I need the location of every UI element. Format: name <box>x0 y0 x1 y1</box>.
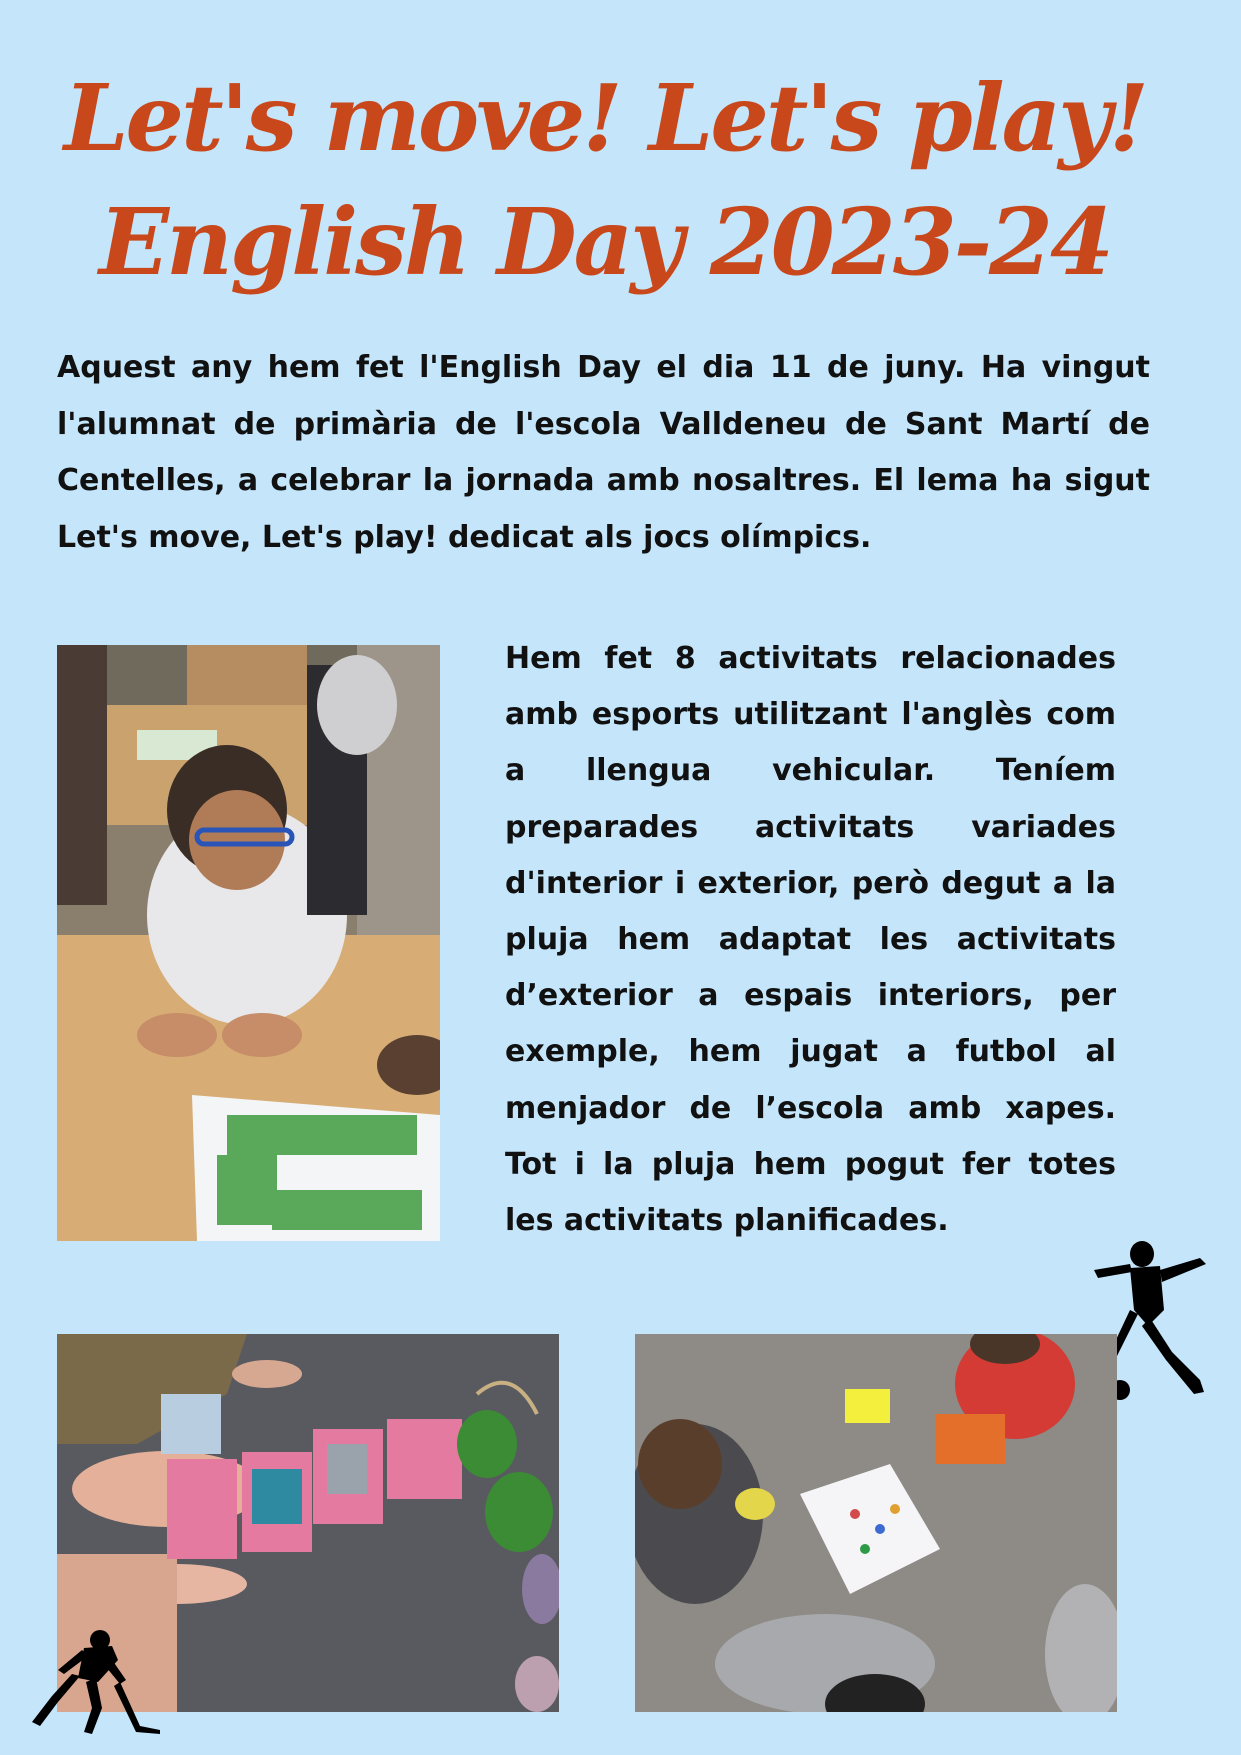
intro-paragraph: Aquest any hem fet l'English Day el dia 11 de juny. Ha vingut l'alumnat de primària de l'escola Valldeneu de Sant Martí de Centelles, a celebrar la jornada amb nosaltres. El lema ha sigut Let's move, Let's play! dedicat als jocs olímpics. <box>57 350 1150 555</box>
photo-floor-activity <box>635 1334 1117 1712</box>
title-line-1: Let's move! Let's play! <box>63 64 1147 172</box>
title-line-2: English Day 2023-24 <box>98 188 1112 296</box>
poster-title <box>0 56 1210 304</box>
hockey-player-icon <box>28 1630 168 1738</box>
photo-board-game <box>57 645 440 1241</box>
activities-paragraph: Hem fet 8 activitats relacionades amb esports utilitzant l'anglès com a llengua vehicular. Teníem preparades activitats variades d'interior i exterior, però degut a la pluja hem adaptat les activitats d’exterior a espais interiors, per exemple, hem jugat a futbol al menjador de l’escola amb xapes. Tot i la pluja hem pogut fer totes les activitats planificades. <box>505 641 1116 1239</box>
